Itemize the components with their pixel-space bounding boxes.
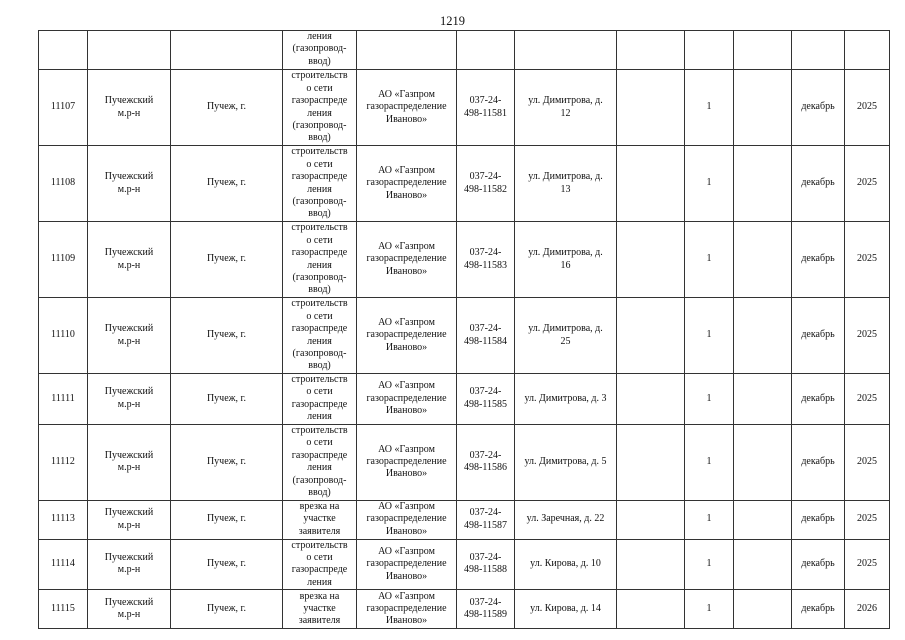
- cell-address: ул. Димитрова, д. 5: [515, 424, 617, 500]
- table-row: [39, 70, 890, 146]
- cell-work-type: строительств о сети газораспреде ления (газопровод- ввод): [283, 146, 357, 222]
- cell-year: 2025: [845, 500, 890, 539]
- cell-row-number: 11113: [39, 500, 88, 539]
- cell-settlement: Пучеж, г.: [171, 590, 283, 629]
- cell-district: Пучежский м.р-н: [88, 500, 171, 539]
- cell-settlement: Пучеж, г.: [171, 539, 283, 590]
- table-row: [39, 539, 890, 590]
- cell-district: Пучежский м.р-н: [88, 539, 171, 590]
- cell-empty: [734, 590, 792, 629]
- cell-empty: [617, 424, 685, 500]
- cell-quantity: 1: [685, 500, 734, 539]
- cell-code: 037-24- 498-11588: [457, 539, 515, 590]
- cell-address: ул. Димитрова, д. 13: [515, 146, 617, 222]
- cell-address: ул. Димитрова, д. 12: [515, 70, 617, 146]
- cell-month: декабрь: [792, 298, 845, 374]
- cell-year: 2025: [845, 424, 890, 500]
- cell-empty: [617, 222, 685, 298]
- cell-address: ул. Кирова, д. 14: [515, 590, 617, 629]
- cell-empty: [88, 31, 171, 70]
- table-row: [39, 146, 890, 222]
- cell-row-number: 11115: [39, 590, 88, 629]
- cell-quantity: 1: [685, 590, 734, 629]
- cell-settlement: Пучеж, г.: [171, 222, 283, 298]
- cell-row-number: 11108: [39, 146, 88, 222]
- cell-month: декабрь: [792, 146, 845, 222]
- cell-empty: [357, 31, 457, 70]
- cell-work-type: строительств о сети газораспреде ления: [283, 539, 357, 590]
- cell-empty: [457, 31, 515, 70]
- cell-month: декабрь: [792, 374, 845, 425]
- cell-code: 037-24- 498-11583: [457, 222, 515, 298]
- cell-year: 2025: [845, 374, 890, 425]
- cell-settlement: Пучеж, г.: [171, 146, 283, 222]
- cell-quantity: 1: [685, 424, 734, 500]
- cell-quantity: 1: [685, 146, 734, 222]
- cell-organization: АО «Газпром газораспределение Иваново»: [357, 374, 457, 425]
- data-table: [38, 30, 890, 629]
- cell-quantity: 1: [685, 374, 734, 425]
- cell-empty: [617, 146, 685, 222]
- cell-empty: [617, 31, 685, 70]
- cell-district: Пучежский м.р-н: [88, 298, 171, 374]
- table-row: [39, 500, 890, 539]
- cell-empty: [734, 222, 792, 298]
- cell-address: ул. Кирова, д. 10: [515, 539, 617, 590]
- cell-month: декабрь: [792, 424, 845, 500]
- cell-quantity: 1: [685, 298, 734, 374]
- cell-code: 037-24- 498-11586: [457, 424, 515, 500]
- cell-empty: [734, 298, 792, 374]
- cell-empty: [845, 31, 890, 70]
- cell-organization: АО «Газпром газораспределение Иваново»: [357, 146, 457, 222]
- cell-empty: [617, 539, 685, 590]
- cell-work-type: строительств о сети газораспреде ления (газопровод- ввод): [283, 70, 357, 146]
- cell-empty: [734, 70, 792, 146]
- cell-district: Пучежский м.р-н: [88, 374, 171, 425]
- cell-empty: [734, 374, 792, 425]
- cell-code: 037-24- 498-11582: [457, 146, 515, 222]
- cell-code: 037-24- 498-11581: [457, 70, 515, 146]
- cell-year: 2025: [845, 539, 890, 590]
- cell-district: Пучежский м.р-н: [88, 70, 171, 146]
- cell-empty: [734, 31, 792, 70]
- cell-district: Пучежский м.р-н: [88, 222, 171, 298]
- cell-empty: [617, 590, 685, 629]
- cell-row-number: 11114: [39, 539, 88, 590]
- cell-row-number: 11111: [39, 374, 88, 425]
- cell-empty: [515, 31, 617, 70]
- cell-work-type: строительств о сети газораспреде ления: [283, 374, 357, 425]
- table-row: [39, 222, 890, 298]
- cell-work-type: врезка на участке заявителя: [283, 500, 357, 539]
- cell-organization: АО «Газпром газораспределение Иваново»: [357, 424, 457, 500]
- cell-address: ул. Димитрова, д. 25: [515, 298, 617, 374]
- cell-empty: [617, 298, 685, 374]
- cell-organization: АО «Газпром газораспределение Иваново»: [357, 222, 457, 298]
- cell-settlement: Пучеж, г.: [171, 424, 283, 500]
- cell-code: 037-24- 498-11589: [457, 590, 515, 629]
- cell-work-type: строительств о сети газораспреде ления (газопровод- ввод): [283, 424, 357, 500]
- cell-empty: [39, 31, 88, 70]
- cell-district: Пучежский м.р-н: [88, 146, 171, 222]
- cell-organization: АО «Газпром газораспределение Иваново»: [357, 590, 457, 629]
- cell-empty: [734, 500, 792, 539]
- cell-district: Пучежский м.р-н: [88, 590, 171, 629]
- cell-settlement: Пучеж, г.: [171, 500, 283, 539]
- cell-code: 037-24- 498-11585: [457, 374, 515, 425]
- cell-quantity: 1: [685, 539, 734, 590]
- cell-empty: [617, 374, 685, 425]
- cell-empty: [617, 70, 685, 146]
- cell-row-number: 11112: [39, 424, 88, 500]
- cell-address: ул. Димитрова, д. 16: [515, 222, 617, 298]
- cell-work-type: врезка на участке заявителя: [283, 590, 357, 629]
- table-row: [39, 590, 890, 629]
- cell-address: ул. Димитрова, д. 3: [515, 374, 617, 425]
- cell-empty: [685, 31, 734, 70]
- cell-code: 037-24- 498-11587: [457, 500, 515, 539]
- cell-empty: [171, 31, 283, 70]
- cell-empty: [734, 424, 792, 500]
- cell-empty: [792, 31, 845, 70]
- table-row: [39, 298, 890, 374]
- cell-year: 2025: [845, 70, 890, 146]
- cell-year: 2026: [845, 590, 890, 629]
- cell-year: 2025: [845, 222, 890, 298]
- table-row: [39, 374, 890, 425]
- cell-row-number: 11110: [39, 298, 88, 374]
- cell-organization: АО «Газпром газораспределение Иваново»: [357, 539, 457, 590]
- table-row-partial: [39, 31, 890, 70]
- table-row: [39, 424, 890, 500]
- cell-organization: АО «Газпром газораспределение Иваново»: [357, 298, 457, 374]
- cell-month: декабрь: [792, 590, 845, 629]
- cell-district: Пучежский м.р-н: [88, 424, 171, 500]
- cell-settlement: Пучеж, г.: [171, 70, 283, 146]
- cell-month: декабрь: [792, 500, 845, 539]
- page-number: 1219: [440, 14, 465, 28]
- cell-work-type: строительств о сети газораспреде ления (газопровод- ввод): [283, 222, 357, 298]
- cell-empty: [617, 500, 685, 539]
- cell-code: 037-24- 498-11584: [457, 298, 515, 374]
- cell-quantity: 1: [685, 70, 734, 146]
- cell-year: 2025: [845, 146, 890, 222]
- cell-organization: АО «Газпром газораспределение Иваново»: [357, 70, 457, 146]
- cell-row-number: 11107: [39, 70, 88, 146]
- cell-empty: [734, 146, 792, 222]
- cell-work-type: ления (газопровод- ввод): [283, 31, 357, 70]
- cell-row-number: 11109: [39, 222, 88, 298]
- cell-settlement: Пучеж, г.: [171, 298, 283, 374]
- cell-quantity: 1: [685, 222, 734, 298]
- cell-empty: [734, 539, 792, 590]
- cell-work-type: строительств о сети газораспреде ления (газопровод- ввод): [283, 298, 357, 374]
- cell-settlement: Пучеж, г.: [171, 374, 283, 425]
- cell-address: ул. Заречная, д. 22: [515, 500, 617, 539]
- cell-month: декабрь: [792, 539, 845, 590]
- cell-month: декабрь: [792, 222, 845, 298]
- cell-year: 2025: [845, 298, 890, 374]
- cell-organization: АО «Газпром газораспределение Иваново»: [357, 500, 457, 539]
- cell-month: декабрь: [792, 70, 845, 146]
